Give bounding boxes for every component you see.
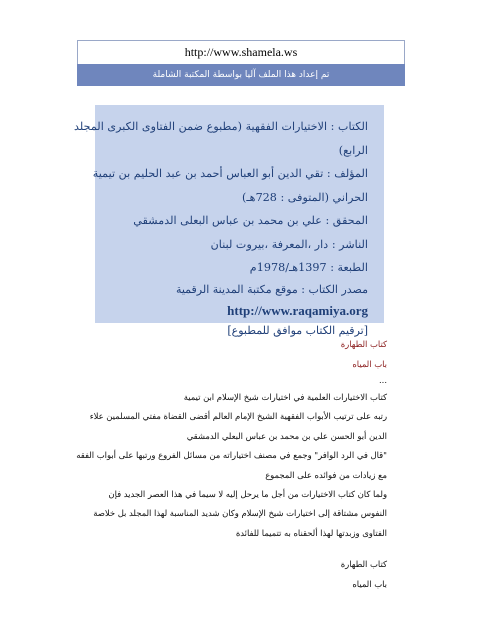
book-body (76, 336, 387, 594)
editor-line: المحقق : علي بن محمد بن عباس البعلى الدمشقي (133, 214, 368, 227)
section-heading-repeat: كتاب الطهارة (340, 559, 387, 570)
section-heading: كتاب الطهارة (340, 339, 387, 349)
body-paragraph-line: مع زيادات من فوائده على المجموع (265, 469, 387, 480)
chapter-heading-repeat: باب المياه (352, 578, 387, 589)
body-paragraph-line: رتبه على ترتيب الأبواب الفقهية الشيخ الإمام العالم أقضى القضاة مفتي المسلمين علاء (89, 411, 387, 422)
generated-note-bar (77, 64, 405, 86)
body-paragraph-line: "قال في الرد الوافر" وجمع في مصنف اختياراته من مسائل الفروع ورتبها على أبواب الفقه (76, 450, 387, 461)
body-paragraph-line: الدين أبو الحسن علي بن محمد بن عباس البعلي الدمشقي (186, 430, 387, 441)
book-title-line1: الكتاب : الاختيارات الفقهية (مطبوع ضمن الفتاوى الكبرى المجلد (74, 120, 368, 133)
ellipsis: ... (379, 375, 387, 385)
body-paragraph-line: كتاب الاختيارات العلمية في اختيارات شيخ الإسلام ابن تيمية (183, 392, 387, 402)
source-url[interactable]: http://www.shamela.ws (184, 45, 298, 59)
body-paragraph-line: ولما كان كتاب الاختيارات من أجل ما يرحل إليه لا سيما في هذا العصر الجديد فإن (108, 489, 387, 500)
body-paragraph-line: الفتاوى وزبدتها لهذا ألحقناه به تتميما للفائدة (235, 527, 387, 538)
author-line2: الحراني (المتوفى : 728هـ) (242, 190, 368, 204)
numbering-note: [ترقيم الكتاب موافق للمطبوع] (227, 323, 368, 337)
source-website-link[interactable]: http://www.raqamiya.org (227, 302, 368, 318)
publisher-line: الناشر : دار ،المعرفة ،بيروت لبنان (210, 237, 368, 251)
book-title-line2: الرابع) (338, 143, 368, 157)
generated-note: تم إعداد هذا الملف آليا بواسطة المكتبة الشاملة (152, 70, 330, 80)
author-line1: المؤلف : تقي الدين أبو العباس أحمد بن عبد الحليم بن تيمية (92, 167, 368, 180)
body-paragraph-line: النفوس مشتاقة إلى اختيارات شيخ الإسلام وكان شديد المناسبة لهذا المجلد بل خلاصة (93, 508, 387, 519)
book-info-box (74, 105, 384, 337)
source-url-box (77, 40, 405, 64)
chapter-heading: باب المياه (352, 359, 387, 369)
edition-line: الطبعة : 1397هـ/1978م (249, 261, 368, 274)
source-line: مصدر الكتاب : موقع مكتبة المدينة الرقمية (175, 282, 368, 296)
